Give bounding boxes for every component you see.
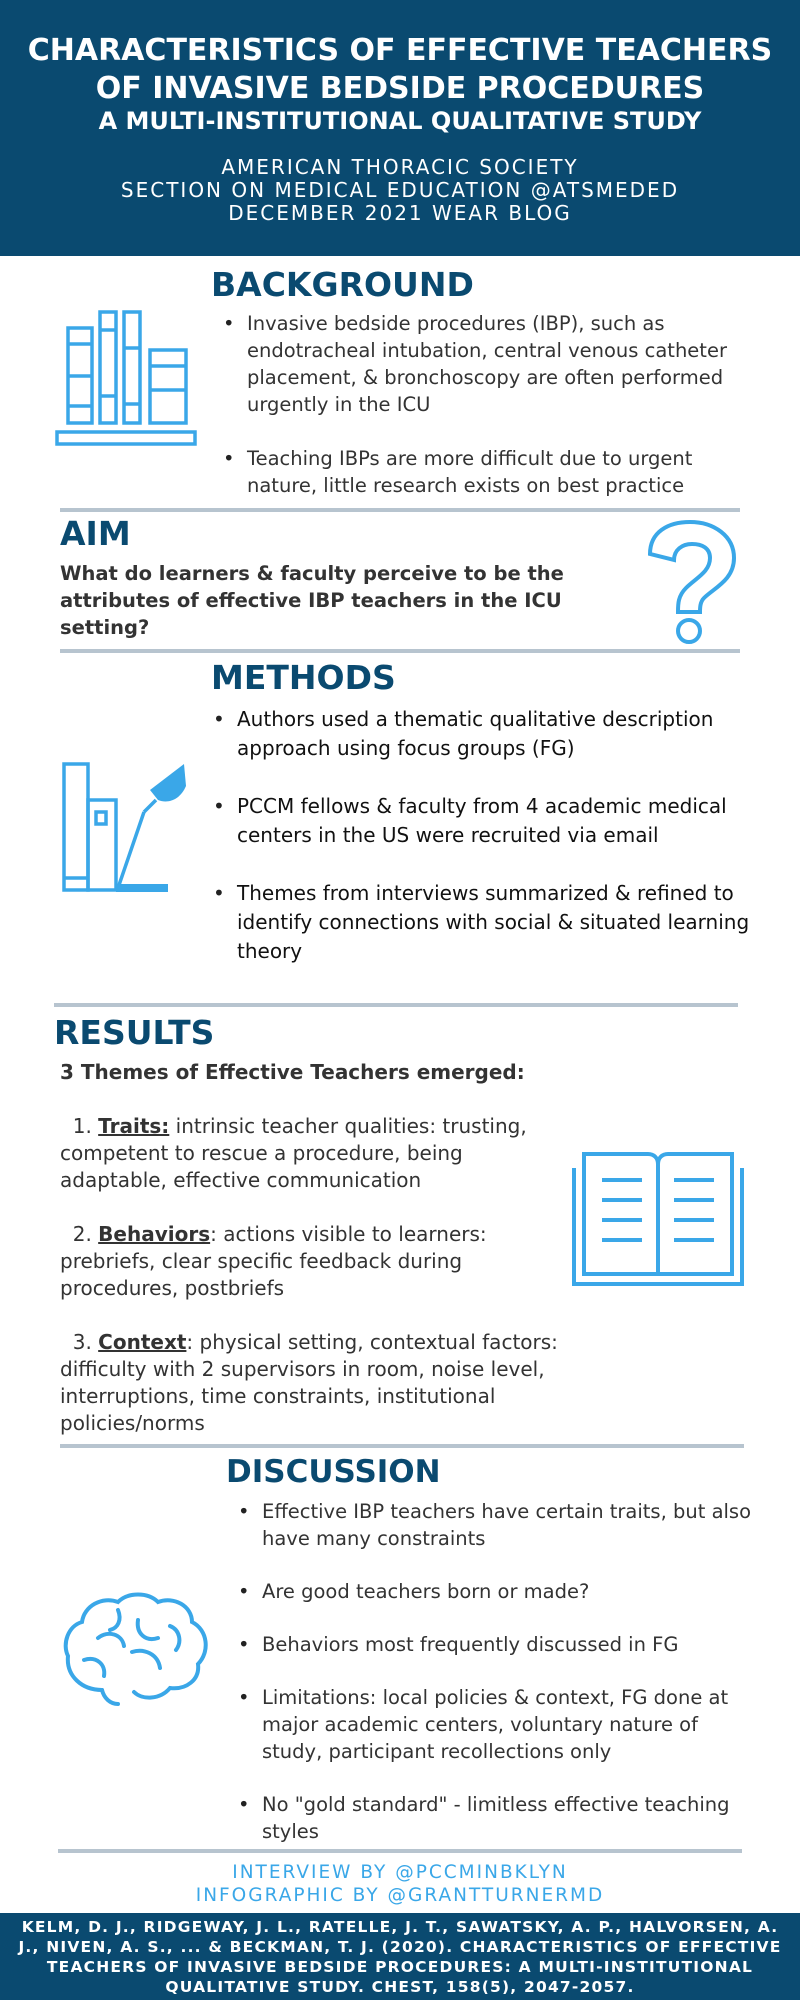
divider <box>58 1849 742 1853</box>
list-item: • Invasive bedside procedures (IBP), such as endotracheal intubation, central venous catheter placement, & bronchoscopy are often performed urgently in the ICU <box>221 310 761 418</box>
list-item: • Teaching IBPs are more difficult due to urgent nature, little research exists on best practice <box>221 445 761 499</box>
org-info <box>0 156 800 225</box>
theme-name: Context <box>98 1330 187 1354</box>
background-title: BACKGROUND <box>211 265 474 304</box>
discussion-title: DISCUSSION <box>226 1454 441 1490</box>
theme-text: : actions visible to learners: prebriefs, clear specific feedback during procedures, postbriefs <box>60 1222 487 1300</box>
divider <box>54 1003 738 1007</box>
methods-bullets <box>211 705 756 966</box>
org-line-1: AMERICAN THORACIC SOCIETY <box>221 155 579 179</box>
list-item: • No "gold standard" - limitless effective teaching styles <box>236 1791 761 1845</box>
theme-name: Behaviors <box>98 1222 211 1246</box>
theme-text: : physical setting, contextual factors: difficulty with 2 supervisors in room, noise level, interruptions, time constraints, institutional policies/norms <box>60 1330 558 1435</box>
divider <box>60 508 740 512</box>
aim-question: What do learners & faculty perceive to be the attributes of effective IBP teachers in the ICU setting? <box>60 562 564 639</box>
aim-title: AIM <box>60 514 131 553</box>
list-item: • Behaviors most frequently discussed in FG <box>236 1631 761 1658</box>
theme-number: 3. <box>72 1330 92 1354</box>
desk-lamp-books-icon <box>60 760 190 896</box>
list-item: • PCCM fellows & faculty from 4 academic medical centers in the US were recruited via email <box>211 792 756 850</box>
citation-banner <box>0 1913 800 2000</box>
brain-icon <box>62 1590 212 1706</box>
methods-title: METHODS <box>211 658 396 697</box>
theme-number: 1. <box>72 1114 92 1138</box>
org-line-2: SECTION ON MEDICAL EDUCATION @ATSMEDED <box>120 178 680 202</box>
theme-name: Traits: <box>98 1114 170 1138</box>
divider <box>60 1444 744 1448</box>
results-intro: 3 Themes of Effective Teachers emerged: <box>60 1060 525 1084</box>
list-item: • Are good teachers born or made? <box>236 1578 761 1605</box>
list-item: • Effective IBP teachers have certain traits, but also have many constraints <box>236 1498 761 1552</box>
infographic-credit: INFOGRAPHIC BY @GRANTTURNERMD <box>195 1885 605 1906</box>
header-banner <box>0 0 800 256</box>
page-subtitle: A MULTI-INSTITUTIONAL QUALITATIVE STUDY <box>98 107 702 135</box>
theme-behaviors <box>60 1221 560 1302</box>
question-mark-icon <box>644 518 740 646</box>
list-item: • Limitations: local policies & context, FG done at major academic centers, voluntary nature of study, participant recollections only <box>236 1684 761 1765</box>
books-icon <box>54 308 200 450</box>
org-line-3: DECEMBER 2021 WEAR BLOG <box>228 201 572 225</box>
interview-credit: INTERVIEW BY @PCCMINBKLYN <box>232 1862 568 1883</box>
citation-text: KELM, D. J., RIDGEWAY, J. L., RATELLE, J. T., SAWATSKY, A. P., HALVORSEN, A. J., NIVEN, A. S., ... & BECKMAN, T. J. (2020). CHARACTERISTICS OF EFFECTIVE TEACHERS OF INVASIVE BEDSIDE PROCEDURES: A MULTI-INSTITUTIONAL QUALITATIVE STUDY. CHEST, 158(5), 2047-2057. <box>18 1918 782 1996</box>
open-book-icon <box>570 1150 746 1290</box>
list-item: • Themes from interviews summarized & refined to identify connections with social & situated learning theory <box>211 879 756 966</box>
theme-number: 2. <box>72 1222 92 1246</box>
page-title: CHARACTERISTICS OF EFFECTIVE TEACHERS OF INVASIVE BEDSIDE PROCEDURES <box>27 33 773 106</box>
theme-traits <box>60 1113 560 1194</box>
discussion-bullets <box>236 1498 761 1845</box>
divider <box>60 649 740 653</box>
list-item: • Authors used a thematic qualitative description approach using focus groups (FG) <box>211 705 756 763</box>
theme-text: intrinsic teacher qualities: trusting, competent to rescue a procedure, being adaptable, effective communication <box>60 1114 527 1192</box>
background-bullets <box>221 310 761 499</box>
results-title: RESULTS <box>54 1013 215 1052</box>
theme-context <box>60 1329 560 1437</box>
